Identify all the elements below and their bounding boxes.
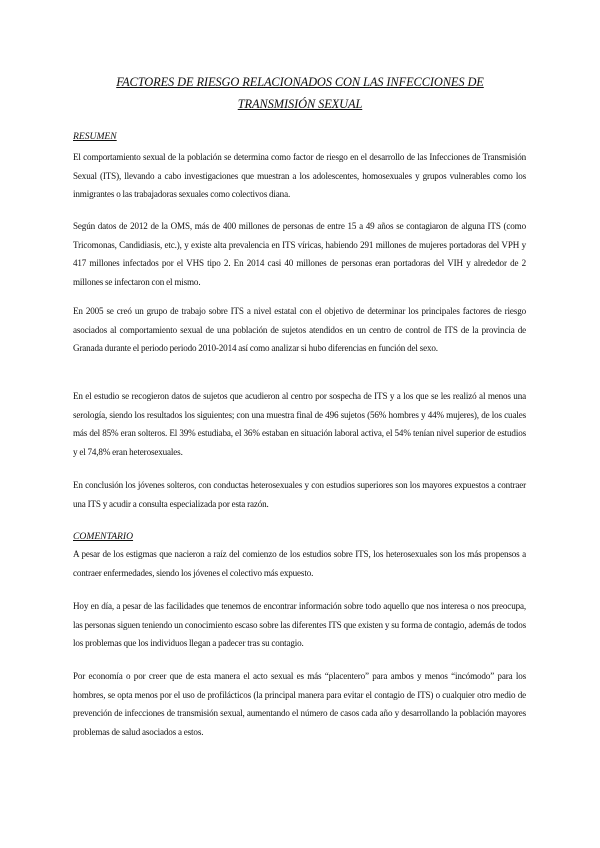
section-heading-comentario: COMENTARIO xyxy=(73,531,134,542)
paragraph: A pesar de los estigmas que nacieron a raíz del comienzo de los estudios sobre ITS, los heterosexuales son los más propensos a contraer enfermedades, siendo los jóvenes el colectivo más expuesto. xyxy=(73,549,526,578)
paragraph: En el estudio se recogieron datos de sujetos que acudieron al centro por sospecha de ITS y a los que se les realizó al menos una serología, siendo los resultados los siguientes; con una muestra final de 496 sujetos (56% hombres y 44% mujeres), de los cuales más del 85% eran solteros. El 39% estudiaba, el 36% estaban en situación laboral activa, el 54% tenían nivel superior de estudios y el 74,8% eran heterosexuales. xyxy=(73,391,526,457)
document-title: FACTORES DE RIESGO RELACIONADOS CON LAS INFECCIONES DE TRANSMISIÓN SEXUAL xyxy=(116,75,484,111)
paragraph: En 2005 se creó un grupo de trabajo sobre ITS a nivel estatal con el objetivo de determinar los principales factores de riesgo asociados al comportamiento sexual de una población de sujetos atendidos en un centro de control de ITS de la provincia de Granada durante el periodo periodo 2010-2014 así como analizar si hubo diferencias en función del sexo. xyxy=(73,306,526,353)
paragraph: Hoy en día, a pesar de las facilidades que tenemos de encontrar información sobre todo aquello que nos interesa o nos preocupa, las personas siguen teniendo un conocimiento escaso sobre las diferentes ITS que existen y su forma de contagio, además de todos los problemas que los individuos llegan a padecer tras su contagio. xyxy=(73,601,526,648)
paragraph: En conclusión los jóvenes solteros, con conductas heterosexuales y con estudios superiores son los mayores expuestos a contraer una ITS y acudir a consulta especializada por esta razón. xyxy=(73,480,526,509)
section-heading-resumen: RESUMEN xyxy=(73,131,117,142)
paragraph: El comportamiento sexual de la población se determina como factor de riesgo en el desarrollo de las Infecciones de Transmisión Sexual (ITS), llevando a cabo investigaciones que muestran a los adolescentes, homosexuales y grupos vulnerables como los inmigrantes o las trabajadoras sexuales como colectivos diana. xyxy=(73,152,526,199)
paragraph: Según datos de 2012 de la OMS, más de 400 millones de personas de entre 15 a 49 años se contagiaron de alguna ITS (como Tricomonas, Candidiasis, etc.), y existe alta prevalencia en ITS víricas, habiendo 291 millones de mujeres portadoras del VPH y 417 millones infectados por el VHS tipo 2. En 2014 casi 40 millones de personas eran portadoras del VIH y alrededor de 2 millones se infectaron con el mismo. xyxy=(73,221,526,287)
paragraph: Por economía o por creer que de esta manera el acto sexual es más “placentero” para ambos y menos “incómodo” para los hombres, se opta menos por el uso de profilácticos (la principal manera para evitar el contagio de ITS) o cualquier otro medio de prevención de infecciones de transmisión sexual, aumentando el número de casos cada año y desarrollando la población mayores problemas de salud asociados a estos. xyxy=(73,671,526,737)
